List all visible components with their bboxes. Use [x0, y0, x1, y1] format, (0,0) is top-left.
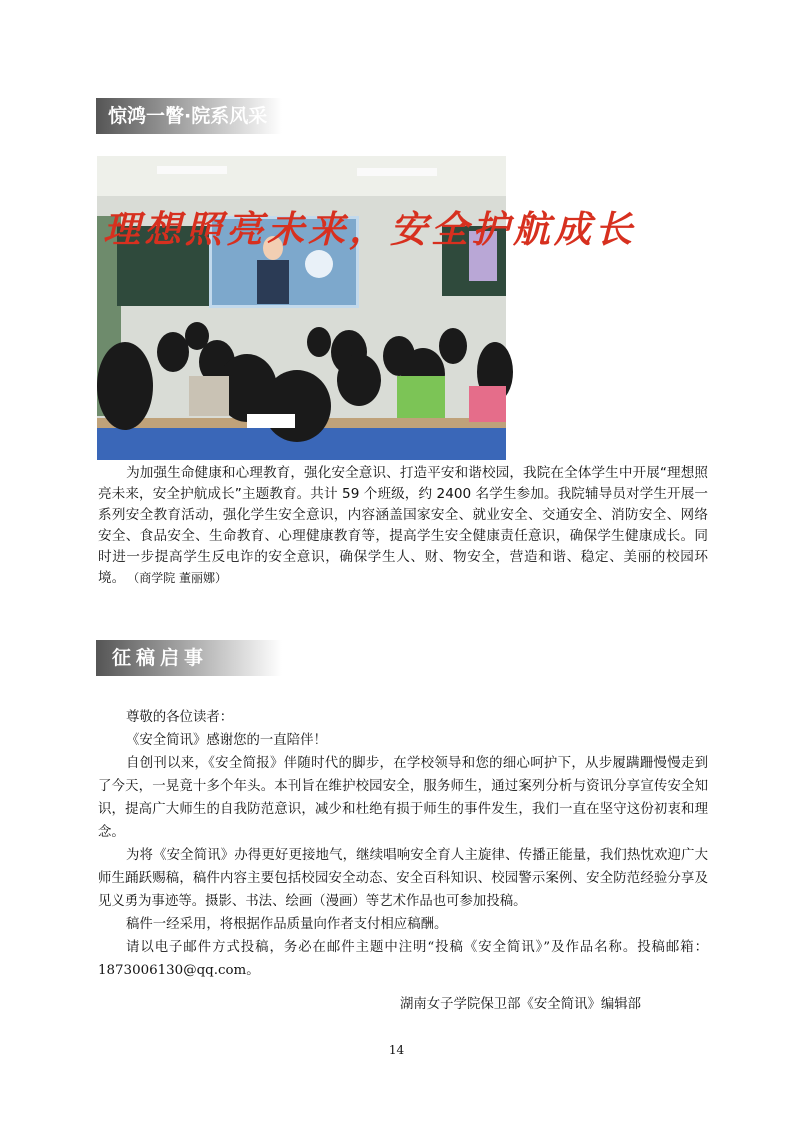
letter-paragraph: 为将《安全简讯》办得更好更接地气，继续唱响安全育人主旋律、传播正能量，我们热忱欢迎广大师生踊跃赐稿，稿件内容主要包括校园安全动态、安全百科知识、校园警示案例、安全防范经验分享及见义勇为事迹等。摄影、书法、绘画（漫画）等艺术作品也可参加投稿。 — [98, 848, 708, 909]
section-header-college-style — [96, 98, 282, 134]
editorial-sign-off: 湖南女子学院保卫部《安全简讯》编辑部 — [400, 997, 642, 1012]
letter-paragraph: 稿件一经采用，将根据作品质量向作者支付相应稿酬。 — [126, 917, 448, 932]
classroom-illustration — [97, 156, 636, 460]
section-title: 征稿启事 — [112, 647, 209, 669]
letter-salutation: 尊敬的各位读者： — [126, 710, 234, 725]
letter-paragraph: 自创刊以来，《安全简报》伴随时代的脚步，在学校领导和您的细心呵护下，从步履蹒跚慢慢走到了今天，一晃竟十多个年头。本刊旨在维护校园安全，服务师生，通过案列分析与资讯分享宣传安全知识，提高广大师生的自我防范意识，减少和杜绝有损于师生的事件发生，我们一直在坚守这份初衷和理念。 — [98, 756, 708, 840]
letter-paragraph: 《安全简讯》感谢您的一直陪伴！ — [126, 733, 327, 748]
banner-calligraphy: 理想照亮未来，安全护航成长 — [103, 207, 636, 251]
letter-paragraph: 请以电子邮件方式投稿，务必在邮件主题中注明“投稿《安全简讯》”及作品名称。投稿邮箱：1873006130@qq.com。 — [98, 940, 708, 978]
article-signature: （商学院 董丽娜） — [133, 571, 228, 585]
classroom-photo — [97, 156, 636, 460]
page-number: 14 — [388, 1043, 405, 1057]
article-body: 为加强生命健康和心理教育，强化安全意识、打造平安和谐校园，我院在全体学生中开展“理想照亮未来，安全护航成长”主题教育。共计 59 个班级，约 2400 名学生参加。我院辅导员对学生开展一系列安全教育活动，强化学生安全意识，内容涵盖国家安全、就业安全、交通安全、消防安全、网络安全、食品安全、生命教育、心理健康教育等，提高学生安全健康责任意识，确保学生健康成长。同时进一步提高学生反电诈的安全意识，确保学生人、财、物安全，营造和谐、稳定、美丽的校园环境。 — [98, 465, 708, 586]
article-paragraph — [98, 463, 708, 589]
call-for-papers-letter — [98, 706, 708, 982]
section-title: 惊鸿一瞥·院系风采 — [108, 105, 268, 127]
section-header-call-for-papers — [96, 640, 282, 676]
